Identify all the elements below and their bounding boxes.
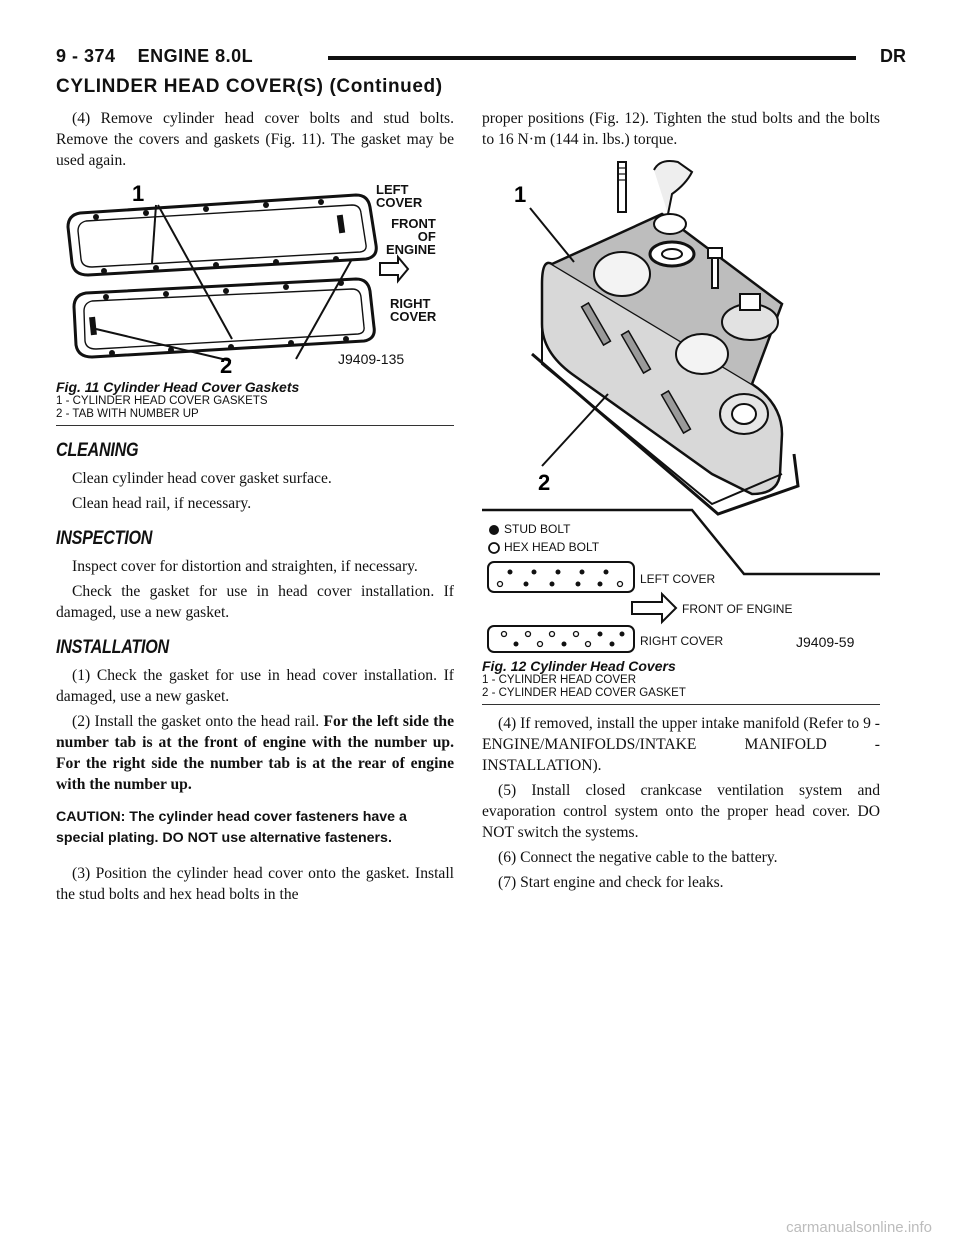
left-column — [56, 108, 454, 909]
fig11-front-of-engine-label: FRONT OF ENGINE — [386, 216, 436, 257]
caution-note: CAUTION: The cylinder head cover fasteners have a special plating. DO NOT use alternative fasteners. — [56, 809, 407, 846]
fig11-right-cover-label: RIGHT COVER — [390, 296, 437, 324]
install-step-2: (2) Install the gasket onto the head rail. For the left side the number tab is at the front of engine with the number up. For the right side the number tab is at the rear of engine with the number up. — [56, 713, 454, 793]
fig11-code: J9409-135 — [338, 351, 405, 367]
fig11-left-cover-label: LEFT COVER — [376, 182, 423, 210]
install-step-7: (7) Start engine and check for leaks. — [498, 874, 724, 891]
section-title: CYLINDER HEAD COVER(S) (Continued) — [56, 76, 443, 97]
install-step-1: (1) Check the gasket for use in head cover installation. If damaged, use a new gasket. — [56, 667, 454, 705]
fig12-stud-bolt-label: STUD BOLT — [504, 522, 571, 536]
cleaning-heading: CLEANING — [56, 440, 139, 461]
inspection-heading: INSPECTION — [56, 528, 153, 549]
fig12-rule — [482, 704, 880, 705]
fig11-legend-2: 2 - TAB WITH NUMBER UP — [56, 408, 199, 420]
figure-12 — [482, 154, 880, 705]
fig11-rule — [56, 425, 454, 426]
fig12-legend-1: 1 - CYLINDER HEAD COVER — [482, 674, 637, 686]
fig11-legend-1: 1 - CYLINDER HEAD COVER GASKETS — [56, 395, 268, 407]
cleaning-text-1: Clean cylinder head cover gasket surface. — [72, 470, 332, 487]
fig12-left-cover-label: LEFT COVER — [640, 572, 716, 586]
header-model-code: DR — [880, 46, 906, 66]
fig12-hex-head-bolt-label: HEX HEAD BOLT — [504, 540, 600, 554]
fig12-callout-1: 1 — [514, 182, 527, 207]
right-column — [482, 108, 880, 897]
fig12-callout-2: 2 — [538, 470, 551, 495]
inspection-text-1: Inspect cover for distortion and straighten, if necessary. — [72, 558, 418, 575]
page-header — [56, 46, 906, 70]
fig11-title: Fig. 11 Cylinder Head Cover Gaskets — [56, 379, 300, 395]
cleaning-text-2: Clean head rail, if necessary. — [72, 495, 252, 512]
install-step-4: (4) If removed, install the upper intake manifold (Refer to 9 - ENGINE/MANIFOLDS/INTAKE MANIFOLD - INSTALLATION). — [482, 715, 880, 774]
header-rule — [328, 56, 856, 60]
install-step-3: (3) Position the cylinder head cover onto the gasket. Install the stud bolts and hex head bolts in the — [56, 865, 454, 903]
fig12-code: J9409-59 — [796, 634, 855, 650]
fig11-callout-1: 1 — [132, 181, 145, 206]
header-page-ref: 9 - 374 ENGINE 8.0L — [56, 46, 254, 66]
install-step-6: (6) Connect the negative cable to the battery. — [498, 849, 778, 866]
installation-heading: INSTALLATION — [56, 637, 169, 658]
install-step-3-continued: proper positions (Fig. 12). Tighten the stud bolts and the bolts to 16 N·m (144 in. lbs.) torque. — [482, 110, 880, 148]
fig12-legend-2: 2 - CYLINDER HEAD COVER GASKET — [482, 687, 686, 699]
install-step-5: (5) Install closed crankcase ventilation system and evaporation control system onto the proper head cover. DO NOT switch the systems. — [482, 782, 880, 841]
fig12-title: Fig. 12 Cylinder Head Covers — [482, 658, 676, 674]
watermark: carmanualsonline.info — [786, 1219, 932, 1236]
fig11-callout-2: 2 — [220, 353, 233, 375]
fig12-front-of-engine-label: FRONT OF ENGINE — [682, 602, 793, 616]
step-4-remove: (4) Remove cylinder head cover bolts and stud bolts. Remove the covers and gaskets (Fig. 11). The gasket may be used again. — [56, 110, 454, 169]
install-step-2-emphasis: For the left side the number tab is at the front of engine with the number up. For the right side the number tab is at the rear of engine with the number up. — [56, 713, 454, 793]
figure-11 — [56, 175, 454, 426]
fig12-right-cover-label: RIGHT COVER — [640, 634, 724, 648]
inspection-text-2: Check the gasket for use in head cover installation. If damaged, use a new gasket. — [56, 583, 454, 621]
